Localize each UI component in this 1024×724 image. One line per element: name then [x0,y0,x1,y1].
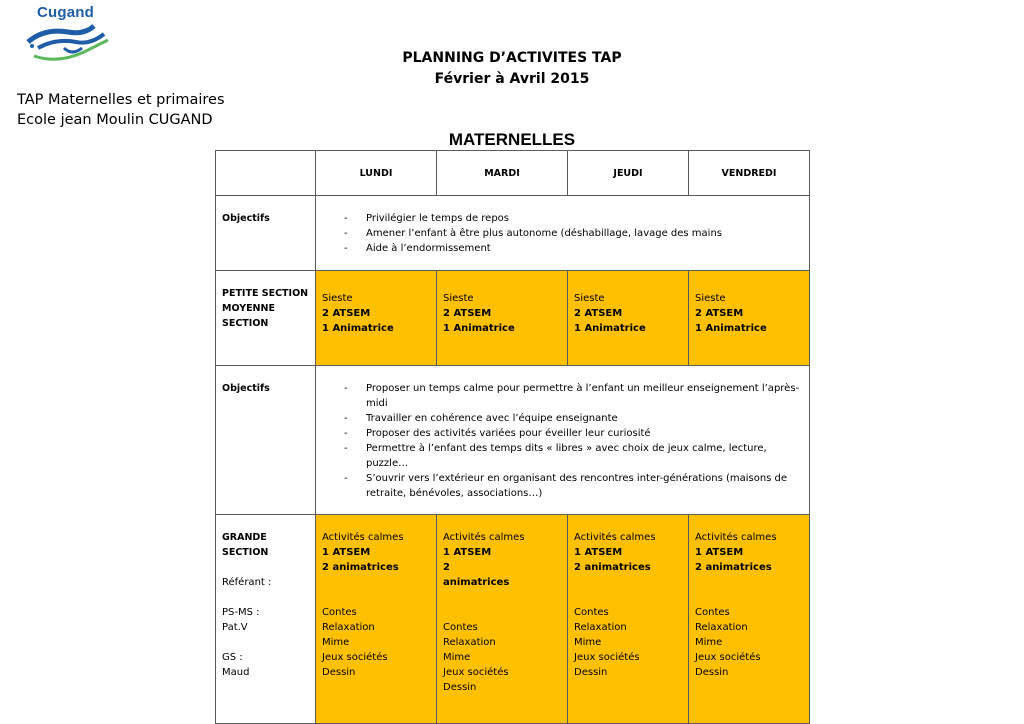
gs-name: Maud [222,667,250,678]
animator-count: 2 [443,562,450,573]
activity-item: Relaxation [574,622,627,633]
label-line: SECTION [222,547,269,558]
activity: Sieste [322,293,353,304]
psms-label: PS-MS : [222,607,260,618]
header-empty-cell [216,151,316,196]
activity: Activités calmes [443,532,525,543]
animator-count: 2 animatrices [322,562,399,573]
atsem-count: 2 ATSEM [443,308,492,319]
psms-name: Pat.V [222,622,248,633]
atsem-count: 2 ATSEM [322,308,371,319]
table-row [216,271,810,366]
list-item: - Proposer des activités variées pour éveiller leur curiosité [344,426,803,441]
atsem-count: 1 ATSEM [322,547,371,558]
atsem-count: 2 ATSEM [574,308,623,319]
animator-count: 1 Animatrice [443,323,515,334]
gs-label: GS : [222,652,243,663]
animator-count: 1 Animatrice [695,323,767,334]
activity-item: Dessin [695,667,729,678]
header-day: LUNDI [316,151,437,196]
atsem-count: 1 ATSEM [695,547,744,558]
objectives-list [322,381,803,501]
referant-label: Référant : [222,577,272,588]
schedule-cell [689,271,810,366]
activity-item: Jeux sociétés [574,652,640,663]
objectives-cell [316,366,810,515]
schedule-cell [568,271,689,366]
school-line-2: Ecole jean Moulin CUGAND [17,112,213,128]
activity-item: Relaxation [695,622,748,633]
activity: Sieste [695,293,726,304]
activity-item: Dessin [574,667,608,678]
schedule-cell [689,515,810,724]
activity-item: Relaxation [322,622,375,633]
activity-item: Jeux sociétés [322,652,388,663]
table-row [216,196,810,271]
school-line-1: TAP Maternelles et primaires [17,92,225,108]
document-subtitle: Février à Avril 2015 [434,71,590,87]
activity-item: Contes [443,622,478,633]
animator-count: animatrices [443,577,510,588]
list-item: - Permettre à l’enfant des temps dits « libres » avec choix de jeux calme, lecture, puzzle… [344,441,803,471]
row-label: Objectifs [216,366,316,515]
animator-count: 2 animatrices [695,562,772,573]
section-heading: MATERNELLES [448,130,576,149]
activity: Activités calmes [574,532,656,543]
atsem-count: 1 ATSEM [574,547,623,558]
atsem-count: 2 ATSEM [695,308,744,319]
activity-item: Dessin [322,667,356,678]
label-line: PETITE SECTION [222,288,309,299]
list-item: - Amener l’enfant à être plus autonome (déshabillage, lavage des mains [344,226,803,241]
activity: Activités calmes [695,532,777,543]
table-row [216,515,810,724]
schedule-cell [437,271,568,366]
animator-count: 1 Animatrice [574,323,646,334]
schedule-cell [437,515,568,724]
activity: Sieste [574,293,605,304]
logo-text: Cugand [37,4,95,21]
label-line: SECTION [222,318,269,329]
activity-item: Jeux sociétés [443,667,509,678]
animator-count: 1 Animatrice [322,323,394,334]
atsem-count: 1 ATSEM [443,547,492,558]
activity: Activités calmes [322,532,404,543]
schedule-cell [316,271,437,366]
label-line: GRANDE [222,532,267,543]
list-item: - S’ouvrir vers l’extérieur en organisant des rencontres inter-générations (maisons de retraite, bénévoles, associations…) [344,471,803,501]
objectives-list [322,211,803,256]
activity-item: Mime [695,637,723,648]
activity-item: Mime [322,637,350,648]
table-header-row [216,151,810,196]
row-label [216,271,316,366]
activity-item: Jeux sociétés [695,652,761,663]
objectives-cell [316,196,810,271]
activity-item: Contes [574,607,609,618]
activity-item: Mime [574,637,602,648]
list-item: - Aide à l’endormissement [344,241,803,256]
label-line: MOYENNE [222,303,275,314]
activity-item: Contes [322,607,357,618]
activity-item: Dessin [443,682,477,693]
activity-item: Relaxation [443,637,496,648]
animator-count: 2 animatrices [574,562,651,573]
list-item: - Privilégier le temps de repos [344,211,803,226]
activity-item: Contes [695,607,730,618]
row-label: Objectifs [216,196,316,271]
schedule-cell [568,515,689,724]
header-day: VENDREDI [689,151,810,196]
planning-table [215,150,810,724]
header-day: JEUDI [568,151,689,196]
schedule-cell [316,515,437,724]
row-label [216,515,316,724]
list-item: - Proposer un temps calme pour permettre à l’enfant un meilleur enseignement l’après-midi [344,381,803,411]
activity: Sieste [443,293,474,304]
table-row [216,366,810,515]
list-item: - Travailler en cohérence avec l’équipe enseignante [344,411,803,426]
activity-item: Mime [443,652,471,663]
document-title: PLANNING D’ACTIVITES TAP [402,50,622,66]
header-day: MARDI [437,151,568,196]
